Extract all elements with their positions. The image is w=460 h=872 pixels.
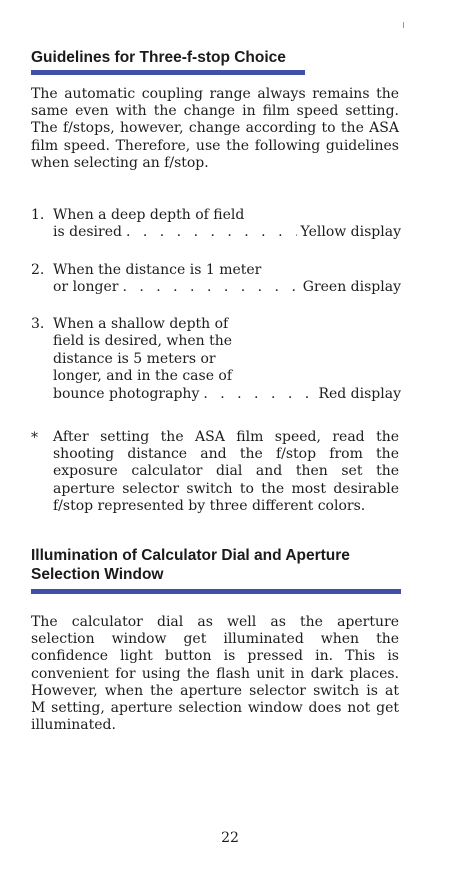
item-display: Green display (302, 279, 401, 296)
item-number: 3. (31, 316, 45, 332)
dot-leader (203, 386, 314, 403)
illumination-paragraph: The calculator dial as well as the aperture selection window get illuminated when the confidence light button is pressed in. This is convenient for using the flash unit in dark places. However, when the aperture selector switch is at M setting, aperture selection window does not get illuminated. (31, 614, 399, 734)
item-text: longer, and in the case of (53, 368, 233, 385)
intro-paragraph: The automatic coupling range always remains the same even with the change in film speed setting. The f/stops, however, change according to the ASA film speed. Therefore, use the following guidelines when selecting an f/stop. (31, 86, 399, 171)
item-leader-line (53, 386, 401, 403)
section-heading-illumination (31, 546, 411, 584)
note-marker: * (31, 430, 38, 446)
item-leader-line (53, 224, 401, 241)
item-condition: bounce photography (53, 385, 200, 402)
item-condition: is desired (53, 224, 122, 241)
dot-leader (126, 224, 297, 241)
list-item (31, 262, 401, 302)
heading-rule (31, 589, 401, 594)
list-item (31, 316, 401, 406)
item-number: 1. (31, 207, 45, 223)
item-number: 2. (31, 262, 45, 278)
item-leader-line (53, 279, 401, 296)
list-item (31, 207, 401, 247)
item-display: Red display (318, 385, 401, 402)
page-number: 22 (221, 830, 239, 846)
item-text: When a shallow depth of (53, 316, 229, 332)
item-text: field is desired, when the (53, 333, 233, 350)
section-heading-guidelines: Guidelines for Three-f-stop Choice (31, 49, 286, 66)
dot-leader (122, 279, 298, 296)
heading-line: Illumination of Calculator Dial and Aperture (31, 547, 350, 564)
item-text: distance is 5 meters or (53, 350, 216, 367)
item-condition: or longer (53, 279, 119, 296)
heading-line: Selection Window (31, 566, 164, 583)
item-display: Yellow display (300, 224, 401, 241)
page-edge-mark (403, 22, 404, 28)
note-paragraph: After setting the ASA film speed, read the shooting distance and the f/stop from the exposure calculator dial and then set the aperture selector switch to the most desirable f/stop represented by three different colors. (53, 429, 399, 514)
heading-rule (31, 70, 305, 75)
item-text: When the distance is 1 meter (53, 262, 262, 278)
item-text: When a deep depth of field (53, 207, 245, 223)
